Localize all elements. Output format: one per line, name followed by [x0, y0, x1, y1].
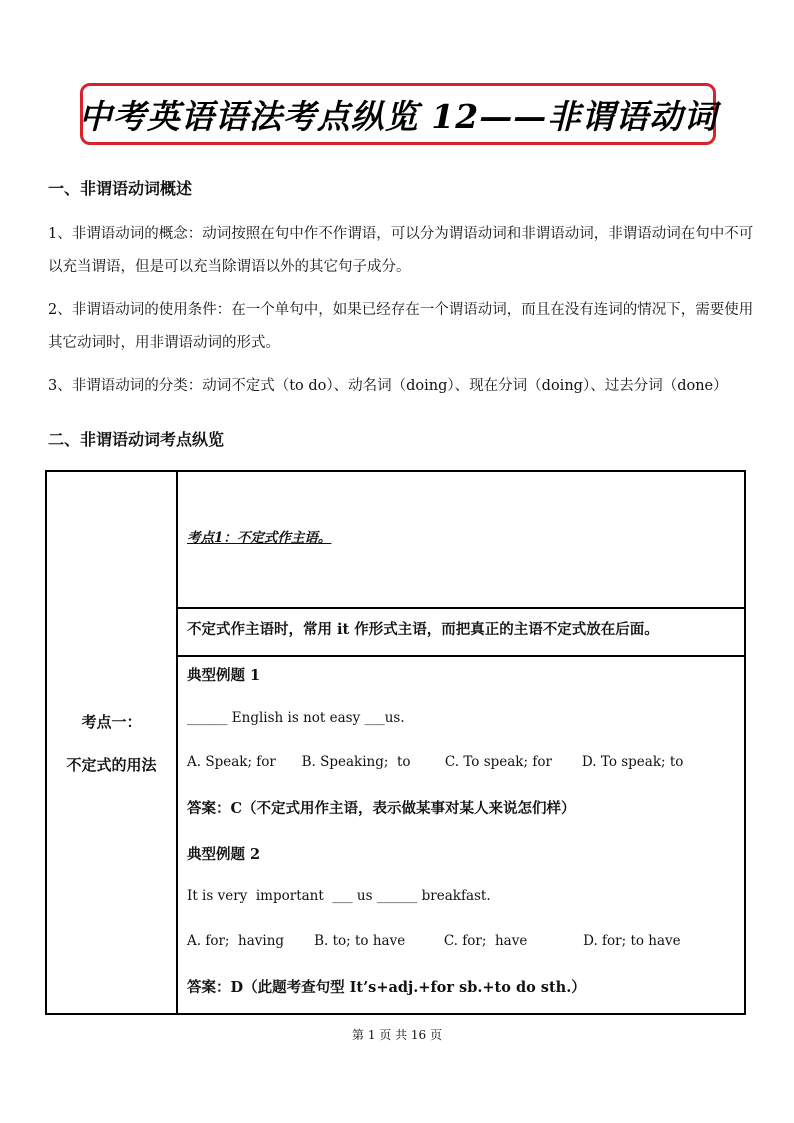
section1-paragraph-3: 3、非谓语动词的分类：动词不定式（to do）、动名词（doing）、现在分词（doing）、过去分词（done） [48, 378, 728, 394]
example-1-answer: 答案：C（不定式用作主语，表示做某事对某人来说怎们样） [187, 800, 576, 817]
example-2-options: A. for; having B. to; to have C. for; have D. for; to have [187, 933, 681, 949]
page-footer: 第 1 页 共 16 页 [352, 1028, 442, 1042]
title-banner [80, 83, 716, 145]
section1-paragraph-2: 2、非谓语动词的使用条件：在一个单句中，如果已经存在一个谓语动词，而且在没有连词的情况下，需要使用其它动词时，用非谓语动词的形式。 [48, 302, 754, 351]
left-col-line1: 考点一： [81, 712, 142, 731]
row-divider [178, 607, 744, 609]
table-left-column [47, 472, 178, 1013]
section1-paragraph-1: 1、非谓语动词的概念：动词按照在句中作不作谓语，可以分为谓语动词和非谓语动词，非谓语动词在句中不可以充当谓语，但是可以充当除谓语以外的其它句子成分。 [48, 226, 754, 275]
example-2-question: It is very important ___ us ______ breakfast. [187, 888, 491, 904]
row-divider [178, 655, 744, 657]
example-1-title: 典型例题 1 [187, 667, 261, 684]
grammar-table [45, 470, 746, 1015]
example-1-options: A. Speak; for B. Speaking; to C. To speak; for D. To speak; to [187, 754, 684, 770]
section2-heading: 二、非谓语动词考点纵览 [48, 430, 225, 449]
rule-text: 不定式作主语时，常用 it 作形式主语，而把真正的主语不定式放在后面。 [187, 621, 659, 638]
example-1-question: ______ English is not easy ___us. [187, 710, 405, 726]
example-2-answer: 答案：D（此题考查句型 It’s+adj.+for sb.+to do sth.） [187, 979, 586, 996]
document-title: 中考英语语法考点纵览 12——非谓语动词 [78, 96, 718, 136]
section1-heading: 一、非谓语动词概述 [48, 179, 193, 198]
left-col-line2: 不定式的用法 [66, 755, 157, 774]
kaodian-label: 考点1：不定式作主语。 [187, 530, 332, 546]
example-2-title: 典型例题 2 [187, 846, 261, 863]
